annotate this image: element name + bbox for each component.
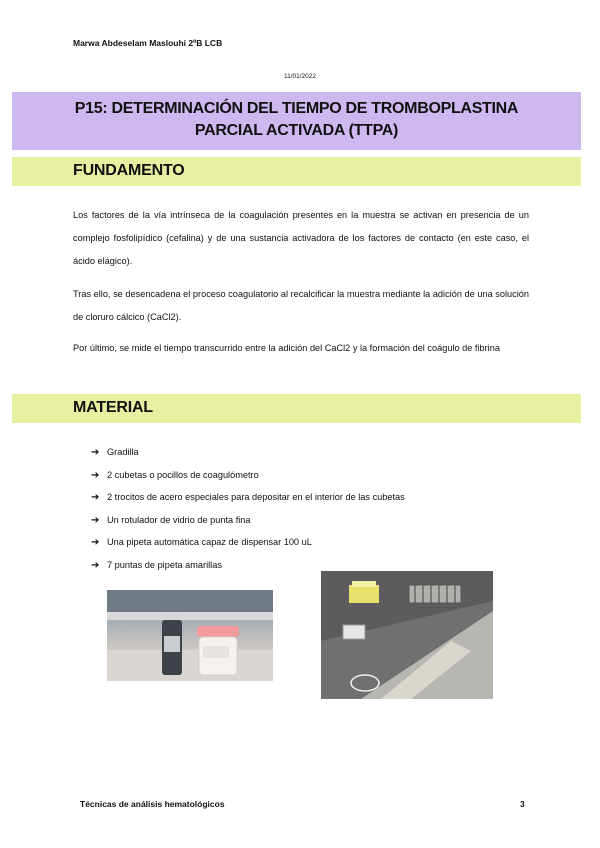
list-item: ➔ Gradilla: [91, 441, 405, 464]
arrow-right-icon: ➔: [91, 469, 100, 481]
arrow-right-icon: ➔: [91, 559, 100, 571]
photo-lab-bench-materials: [321, 571, 493, 699]
section-title-fundamento: FUNDAMENTO: [73, 162, 185, 179]
arrow-right-icon: ➔: [91, 537, 100, 548]
list-item: ➔ 7 puntas de pipeta amarillas: [91, 554, 405, 577]
list-item: ➔ Una pipeta automática capaz de dispensar 100 uL: [91, 531, 405, 554]
list-item: ➔ 2 trocitos de acero especiales para depositar en el interior de las cubetas: [91, 486, 405, 509]
page-number: 3: [520, 799, 525, 809]
fundamento-paragraph-1: Los factores de la vía intrínseca de la coagulación presentes en la muestra se activan en presencia de un complejo fosfolipídico (cefalina) y de una sustancia activadora de los factores de contacto (en este caso, el ácido elágico).: [73, 210, 529, 266]
author-name: Marwa Abdeselam Maslouhi 2ºB LCB: [73, 38, 223, 48]
material-list: [91, 441, 405, 576]
photo-lab-bench-materials-drawing: [321, 571, 493, 699]
footer-subject: Técnicas de análisis hematológicos: [80, 799, 225, 809]
arrow-right-icon: ➔: [91, 514, 100, 526]
document-date: 11/01/2022: [283, 73, 317, 80]
section-title-material: MATERIAL: [73, 399, 153, 416]
page-title-line-1: P15: DETERMINACIÓN DEL TIEMPO DE TROMBOPLASTINA: [74, 100, 519, 117]
section-header-fundamento: [12, 157, 581, 186]
arrow-right-icon: ➔: [91, 492, 100, 503]
photo-sample-containers-drawing: [107, 590, 273, 681]
title-banner: [12, 92, 581, 150]
arrow-right-icon: ➔: [91, 447, 100, 458]
page-title-line-2: PARCIAL ACTIVADA (TTPA): [194, 122, 399, 139]
section-header-material: [12, 394, 581, 423]
list-item: ➔ Un rotulador de vidrio de punta fina: [91, 509, 405, 532]
list-item: ➔ 2 cubetas o pocillos de coagulómetro: [91, 464, 405, 487]
fundamento-paragraph-2: Tras ello, se desencadena el proceso coagulatorio al recalcificar la muestra mediante la adición de una solución de cloruro cálcico (CaCl2).: [73, 289, 529, 322]
photo-sample-containers: [107, 590, 273, 681]
fundamento-paragraph-3: Por último, se mide el tiempo transcurrido entre la adición del CaCl2 y la formación del coágulo de fibrina: [73, 343, 500, 353]
